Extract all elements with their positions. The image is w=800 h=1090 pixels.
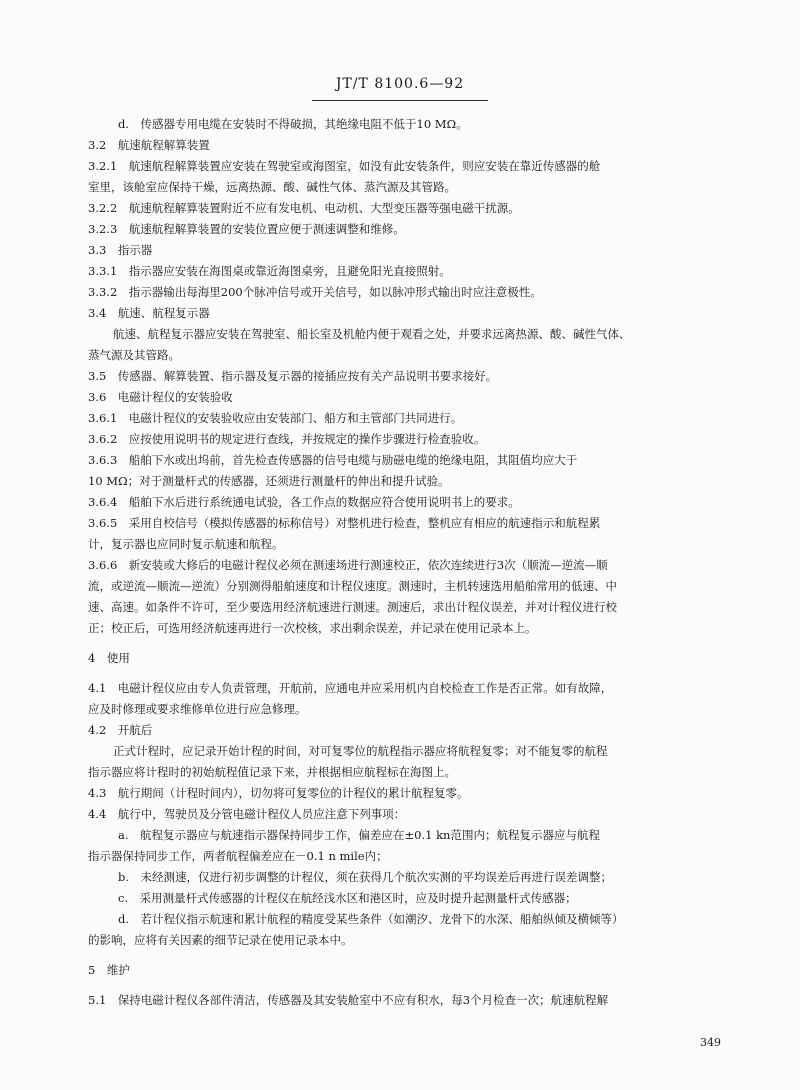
text-line: 3.6 电磁计程仪的安装验收 [88, 390, 233, 404]
text-line: 4.1 电磁计程仪应由专人负责管理，开航前，应通电并应采用机内自校检查工作是否正常。如有故障， [88, 681, 613, 695]
text-line: c. 采用测量杆式传感器的计程仪在航经浅水区和港区时，应及时提升起测量杆式传感器； [118, 891, 577, 905]
text-line: 4.4 航行中，驾驶员及分管电磁计程仪人员应注意下列事项： [88, 807, 406, 821]
text-line: 3.5 传感器、解算装置、指示器及复示器的接插应按有关产品说明书要求接好。 [88, 369, 498, 383]
text-line: 5.1 保持电磁计程仪各部件清洁，传感器及其安装舱室中不应有积水，每3个月检查一次；航速航程解 [88, 993, 609, 1007]
text-line: 3.6.4 船舶下水后进行系统通电试验，各工作点的数据应符合使用说明书上的要求。 [88, 495, 520, 509]
text-line: 3.2.3 航速航程解算装置的安装位置应便于测速调整和维修。 [88, 222, 405, 236]
spacer [88, 669, 728, 678]
text-line: 航速、航程复示器应安装在驾驶室、船长室及机舱内便于观看之处，并要求远离热源、酸、碱性气体、 [113, 327, 631, 341]
text-line: 4.3 航行期间（计程时间内），切勿将可复零位的计程仪的累计航程复零。 [88, 786, 469, 800]
text-line: 3.4 航速、航程复示器 [88, 306, 210, 320]
text-line: 指示器应将计程时的初始航程值记录下来，并根据相应航程标在海图上。 [88, 765, 456, 779]
text-line: 10 MΩ；对于测量杆式的传感器，还须进行测量杆的伸出和提升试验。 [88, 474, 450, 488]
document-header: JT/T 8100.6—92 [335, 76, 465, 92]
text-line: d. 若计程仪指示航速和累计航程的精度受某些条件（如潮汐、龙骨下的水深、船舶纵倾及横倾等） [118, 912, 624, 926]
text-line: b. 未经测速，仅进行初步调整的计程仪，须在获得几个航次实测的平均误差后再进行误差调整； [118, 870, 613, 884]
text-line: 3.6.1 电磁计程仪的安装验收应由安装部门、船方和主管部门共同进行。 [88, 411, 463, 425]
text-line: 3.6.6 新安装或大修后的电磁计程仪必须在测速场进行测速校正，依次连续进行3次（顺流—逆流—顺 [88, 558, 608, 572]
text-line: 3.6.2 应按使用说明书的规定进行查线，并按规定的操作步骤进行检查验收。 [88, 432, 486, 446]
text-line: 3.2.1 航速航程解算装置应安装在驾驶室或海图室，如没有此安装条件，则应安装在靠近传感器的舱 [88, 159, 601, 173]
text-line: 3.6.3 船舶下水或出坞前，首先检查传感器的信号电缆与励磁电缆的绝缘电阻，其阻值均应大于 [88, 453, 578, 467]
text-line: a. 航程复示器应与航速指示器保持同步工作，偏差应在±0.1 kn范围内；航程复示器应与航程 [118, 828, 600, 842]
text-line: 正式计程时，应记录开始计程的时间，对可复零位的航程指示器应将航程复零；对不能复零的航程 [113, 744, 608, 758]
text-line: 应及时修理或要求维修单位进行应急修理。 [88, 702, 307, 716]
text-line: 蒸气源及其管路。 [88, 348, 180, 362]
spacer [88, 951, 728, 960]
text-line: 速、高速。如条件不许可，至少要选用经济航速进行测速。测速后，求出计程仪误差，并对计程仪进行校 [88, 600, 617, 614]
text-line: 4.2 开航后 [88, 723, 153, 737]
page-number: 349 [700, 1036, 721, 1049]
header-rule [312, 100, 488, 101]
text-line: 3.2.2 航速航程解算装置附近不应有发电机、电动机、大型变压器等强电磁干扰源。 [88, 201, 520, 215]
text-line: 5 维护 [88, 963, 130, 977]
text-line: 室里，该舱室应保持干燥，远离热源、酸、碱性气体、蒸汽源及其管路。 [88, 180, 456, 194]
text-line: 3.6.5 采用自校信号（模拟传感器的标称信号）对整机进行检查，整机应有相应的航速指示和航程累 [88, 516, 601, 530]
text-line: 3.3 指示器 [88, 243, 153, 257]
text-line: 3.3.1 指示器应安装在海图桌或靠近海图桌旁，且避免阳光直接照射。 [88, 264, 451, 278]
text-line: d. 传感器专用电缆在安装时不得破损，其绝缘电阻不低于10 MΩ。 [118, 117, 468, 131]
text-line: 3.3.2 指示器输出每海里200个脉冲信号或开关信号，如以脉冲形式输出时应注意极性。 [88, 285, 542, 299]
text-line: 指示器保持同步工作，两者航程偏差应在－0.1 n mile内； [88, 849, 388, 863]
text-line: 的影响，应将有关因素的细节记录在使用记录本中。 [88, 933, 353, 947]
text-line: 计，复示器也应同时复示航速和航程。 [88, 537, 284, 551]
text-line: 流，或逆流—顺流—逆流）分别测得船舶速度和计程仪速度。测速时，主机转速选用船舶常用的低速、中 [88, 579, 617, 593]
text-line: 正；校正后，可选用经济航速再进行一次校核，求出剩余误差，并记录在使用记录本上。 [88, 621, 537, 635]
spacer [88, 639, 728, 648]
spacer [88, 981, 728, 990]
document-body [88, 114, 728, 1011]
text-line: 3.2 航速航程解算装置 [88, 138, 210, 152]
text-line: 4 使用 [88, 651, 130, 665]
